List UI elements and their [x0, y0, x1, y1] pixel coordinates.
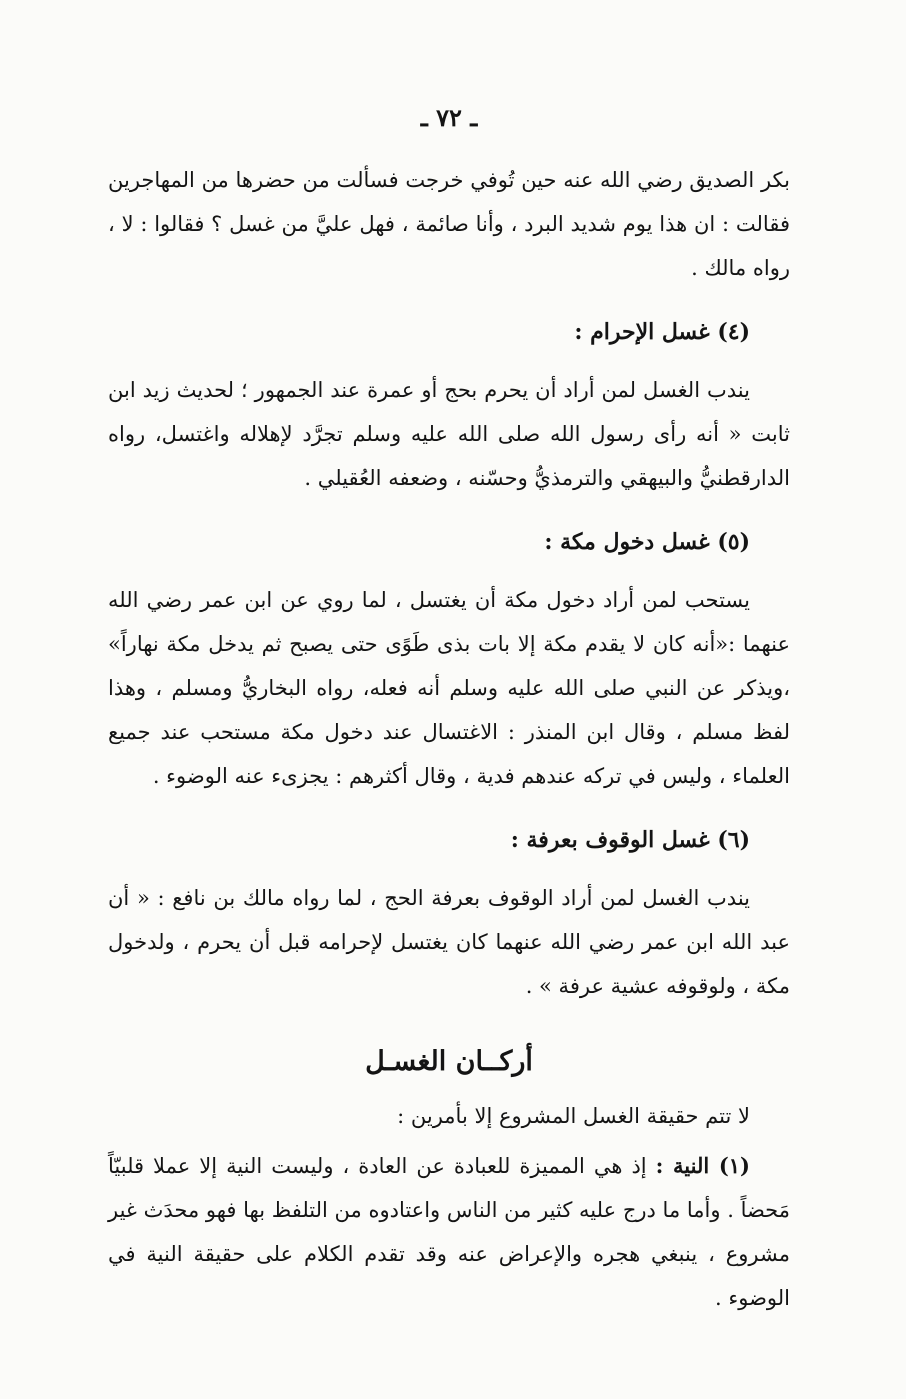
section-heading-arafah: (٦) غسل الوقوف بعرفة : [510, 827, 750, 853]
opening-paragraph: بكر الصديق رضي الله عنه حين تُوفي خرجت فسألت من حضرها من المهاجرين فقالت : ان هذا يوم شديد البرد ، وأنا صائمة ، فهل عليَّ من غسل ؟ فقالوا : لا ، رواه مالك . [108, 168, 790, 280]
pillars-item-intention [108, 1144, 790, 1320]
page-number: ـ ٧٢ ـ [420, 103, 478, 132]
section-heading-ihram: (٤) غسل الإحرام : [574, 319, 750, 345]
section-body-makkah: يستحب لمن أراد دخول مكة أن يغتسل ، لما روي عن ابن عمر رضي الله عنهما :«أنه كان لا يقدم مكة إلا بات بذى طَوًى حتى يصبح ثم يدخل مكة نهاراً» ،ويذكر عن النبي صلى الله عليه وسلم أنه فعله، رواه البخاريُّ ومسلم ، وهذا لفظ مسلم ، وقال ابن المنذر : الاغتسال عند دخول مكة مستحب عند جميع العلماء ، وليس في تركه عندهم فدية ، وقال أكثرهم : يجزىء عنه الوضوء . [108, 588, 790, 788]
pillars-title: أركــان الغسـل [365, 1046, 533, 1077]
pillars-item-label: (١) النية : [655, 1153, 750, 1178]
section-body-arafah: يندب الغسل لمن أراد الوقوف بعرفة الحج ، لما رواه مالك بن نافع : « أن عبد الله ابن عمر رضي الله عنهما كان يغتسل لإحرامه قبل أن يحرم ، ولدخول مكة ، ولوقوفه عشية عرفة » . [108, 886, 790, 998]
section-heading-makkah: (٥) غسل دخول مكة : [544, 529, 750, 555]
book-page [108, 96, 790, 1320]
pillars-item-text: إذ هي المميزة للعبادة عن العادة ، وليست النية إلا عملا قلبيّاً مَحضاً . وأما ما درج عليه كثير من الناس واعتادوه من التلفظ بها فهو محدَث غير مشروع ، ينبغي هجره والإعراض عنه وقد تقدم الكلام على حقيقة النية في الوضوء . [108, 1154, 790, 1310]
pillars-intro: لا تتم حقيقة الغسل المشروع إلا بأمرين : [397, 1104, 750, 1128]
section-body-ihram: يندب الغسل لمن أراد أن يحرم بحج أو عمرة عند الجمهور ؛ لحديث زيد ابن ثابت « أنه رأى رسول الله صلى الله عليه وسلم تجرَّد لإهلاله واغتسل، رواه الدارقطنيُّ والبيهقي والترمذيُّ وحسّنه ، وضعفه العُقيلي . [108, 378, 790, 490]
